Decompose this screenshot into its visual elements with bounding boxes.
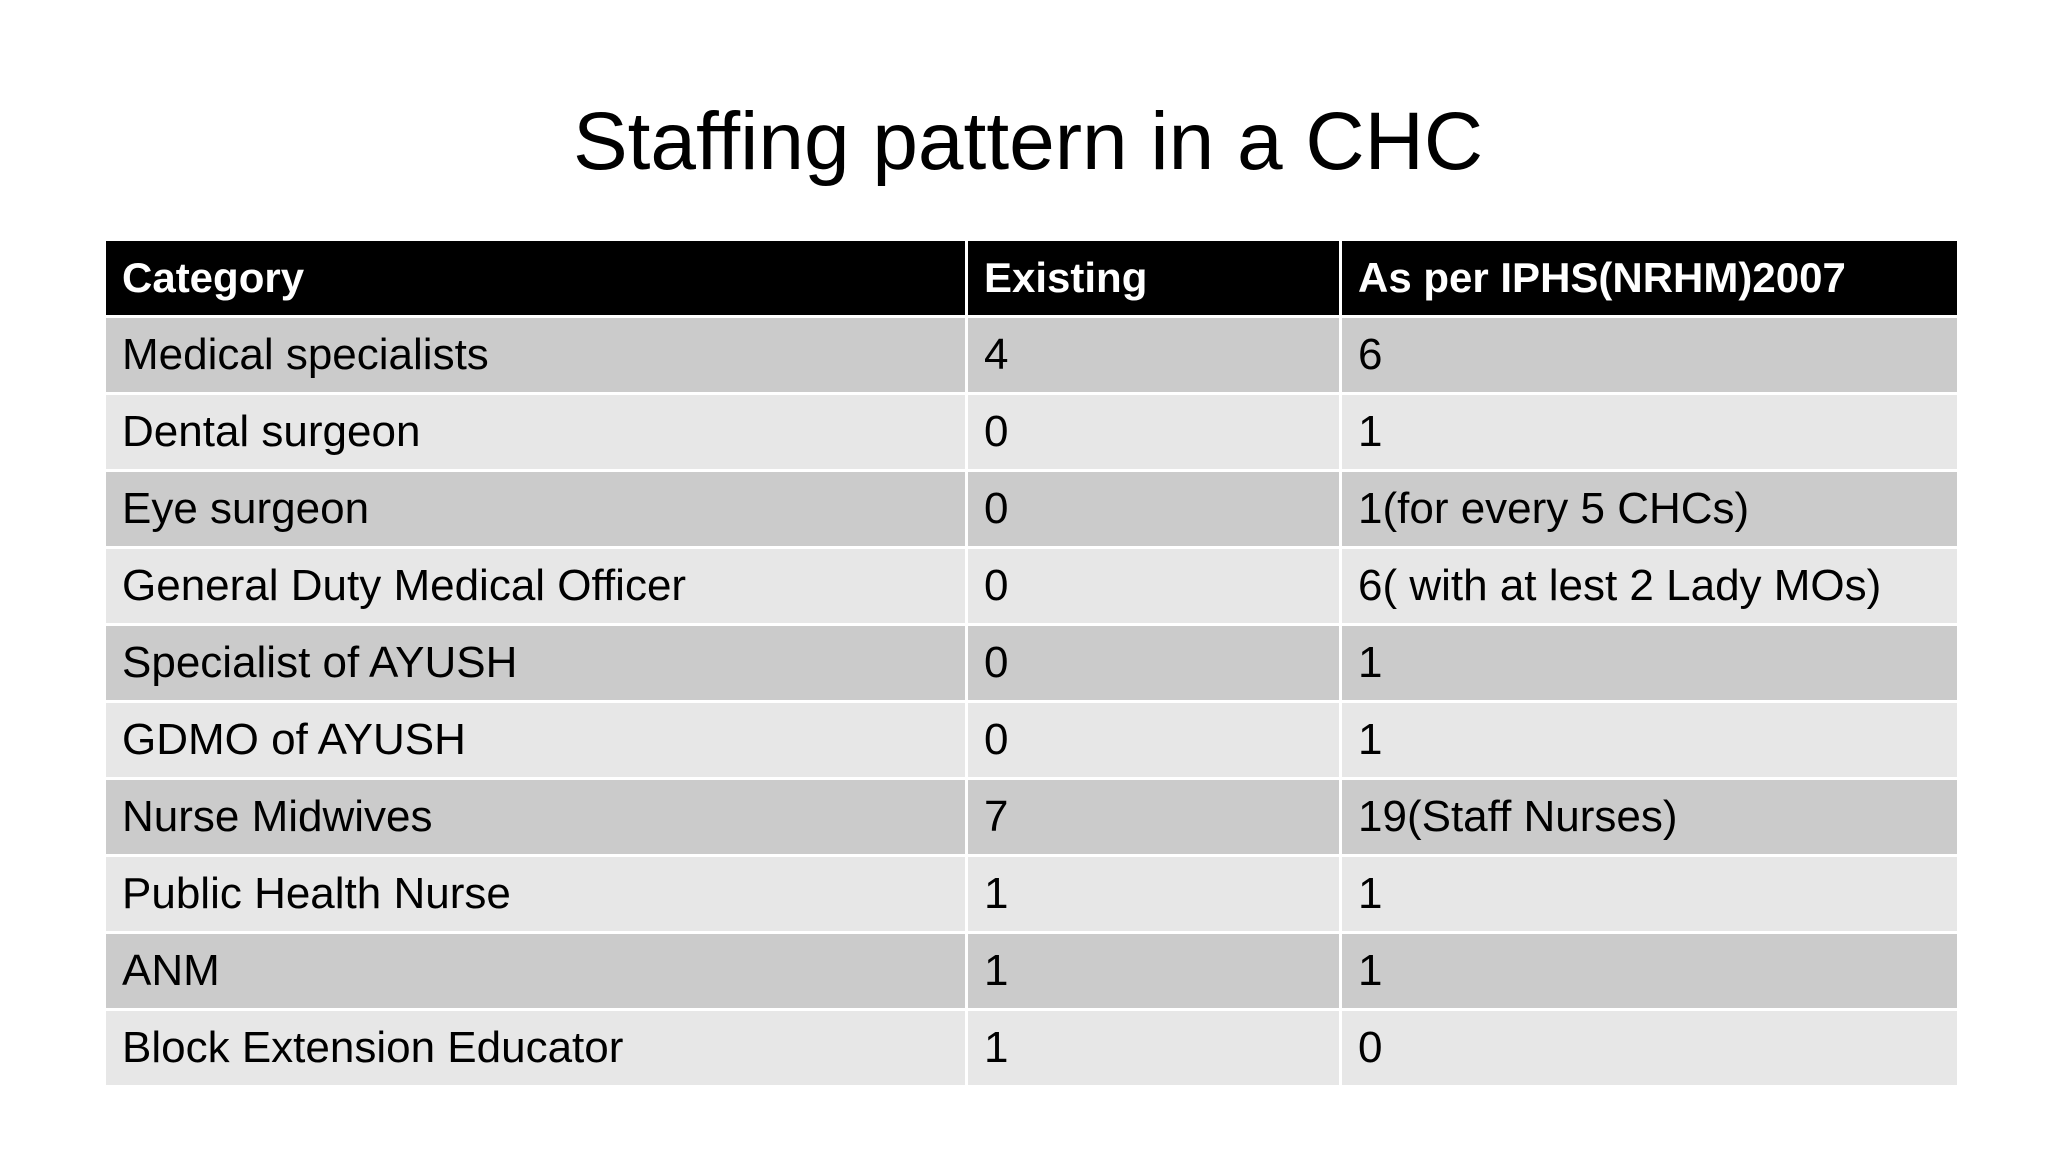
table-header-row	[105, 240, 1959, 317]
cell-iphs: 1(for every 5 CHCs)	[1341, 471, 1959, 548]
cell-category: Eye surgeon	[105, 471, 967, 548]
cell-existing: 1	[967, 1010, 1341, 1087]
cell-category: Dental surgeon	[105, 394, 967, 471]
header-category: Category	[105, 240, 967, 317]
cell-existing: 0	[967, 394, 1341, 471]
header-iphs: As per IPHS(NRHM)2007	[1341, 240, 1959, 317]
cell-category: Public Health Nurse	[105, 856, 967, 933]
table-row	[105, 625, 1959, 702]
cell-existing: 0	[967, 471, 1341, 548]
cell-iphs: 0	[1341, 1010, 1959, 1087]
cell-iphs: 1	[1341, 933, 1959, 1010]
cell-category: Block Extension Educator	[105, 1010, 967, 1087]
cell-category: General Duty Medical Officer	[105, 548, 967, 625]
table-row	[105, 394, 1959, 471]
cell-existing: 0	[967, 548, 1341, 625]
cell-category: Medical specialists	[105, 317, 967, 394]
table-row	[105, 471, 1959, 548]
table-row	[105, 548, 1959, 625]
cell-category: ANM	[105, 933, 967, 1010]
table-row	[105, 779, 1959, 856]
table-row	[105, 1010, 1959, 1087]
cell-iphs: 1	[1341, 625, 1959, 702]
cell-category: Specialist of AYUSH	[105, 625, 967, 702]
table-row	[105, 702, 1959, 779]
cell-existing: 1	[967, 856, 1341, 933]
cell-existing: 4	[967, 317, 1341, 394]
cell-existing: 0	[967, 702, 1341, 779]
cell-iphs: 19(Staff Nurses)	[1341, 779, 1959, 856]
cell-existing: 0	[967, 625, 1341, 702]
header-existing: Existing	[967, 240, 1341, 317]
cell-iphs: 1	[1341, 394, 1959, 471]
staffing-table	[103, 238, 1960, 1088]
cell-iphs: 1	[1341, 856, 1959, 933]
table-row	[105, 317, 1959, 394]
cell-iphs: 1	[1341, 702, 1959, 779]
cell-existing: 7	[967, 779, 1341, 856]
cell-iphs: 6( with at lest 2 Lady MOs)	[1341, 548, 1959, 625]
table-row	[105, 933, 1959, 1010]
table-row	[105, 856, 1959, 933]
cell-iphs: 6	[1341, 317, 1959, 394]
slide-title: Staffing pattern in a CHC	[572, 96, 1484, 187]
cell-category: GDMO of AYUSH	[105, 702, 967, 779]
cell-existing: 1	[967, 933, 1341, 1010]
cell-category: Nurse Midwives	[105, 779, 967, 856]
